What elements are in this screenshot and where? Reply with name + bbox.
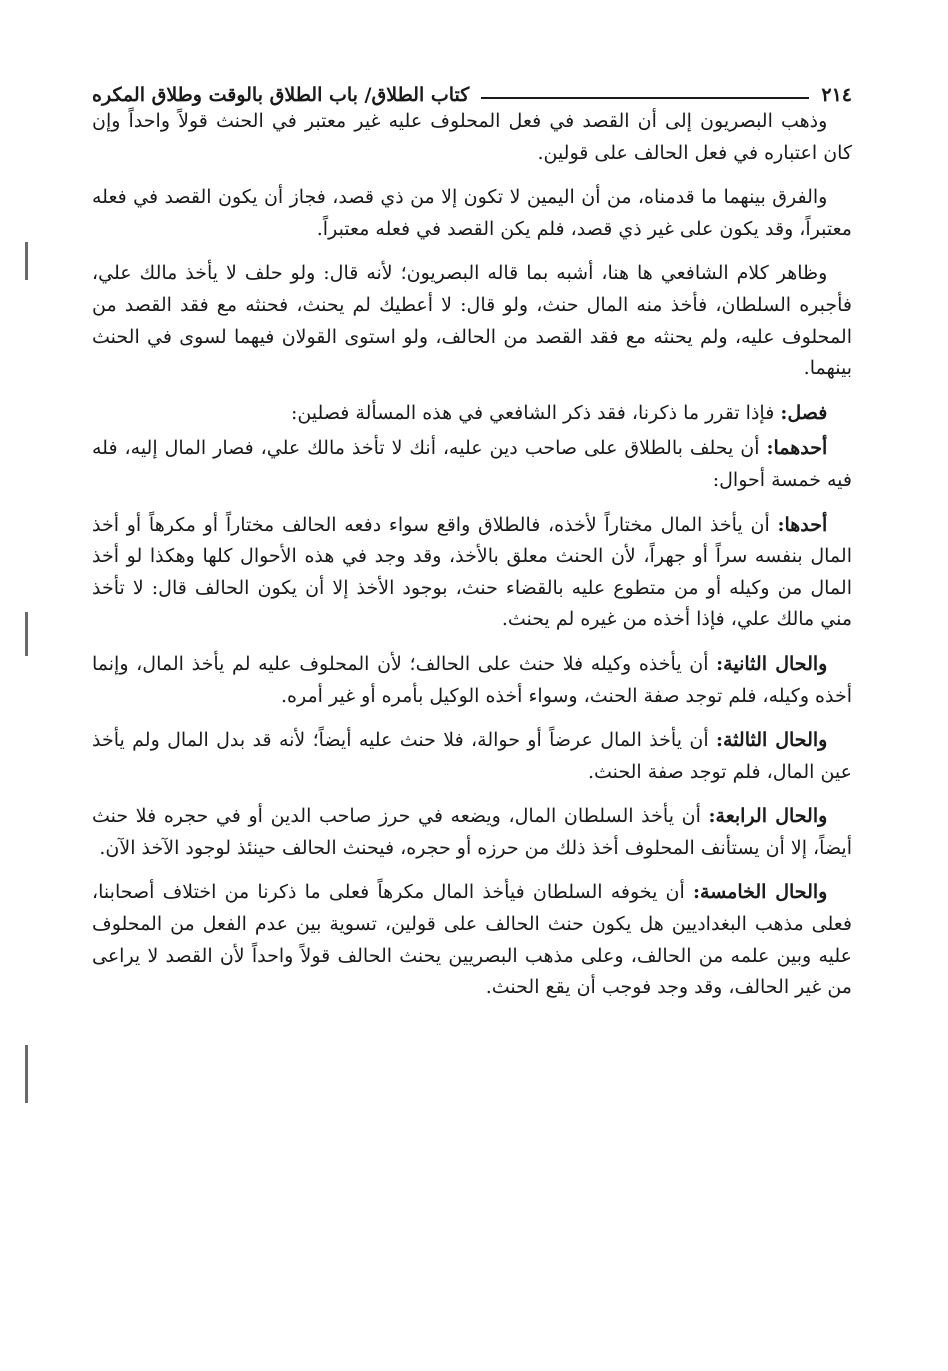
paragraph-lead: أحدها: — [777, 513, 828, 536]
paragraph-text: أن يأخذه وكيله فلا حنث على الحالف؛ لأن المحلوف عليه لم يأخذ المال، وإنما أخذه وكيله، فلم توجد صفة الحنث، وسواء أخذه الوكيل بأمره أو غير أمره. — [92, 652, 852, 707]
page-body — [92, 106, 852, 1017]
paragraph-shafii-text — [92, 258, 852, 384]
paragraph-case-5 — [92, 877, 852, 1003]
paragraph-basrans-view — [92, 106, 852, 169]
running-title: كتاب الطلاق/ باب الطلاق بالوقت وطلاق المكره — [92, 84, 470, 106]
paragraph-lead: فصل: — [780, 401, 828, 424]
scan-margin-line-top — [25, 242, 28, 280]
paragraph-text: فإذا تقرر ما ذكرنا، فقد ذكر الشافعي في هذه المسألة فصلين: — [290, 401, 775, 424]
scan-margin-line-middle — [25, 612, 28, 656]
paragraph-case-3 — [92, 725, 852, 788]
paragraph-case-1 — [92, 510, 852, 636]
running-header — [92, 74, 852, 106]
paragraph-text: أن يأخذ السلطان المال، ويضعه في حرز صاحب الدين أو في حجره فلا حنث أيضاً، إلا أن يستأنف المحلوف أخذ ذلك من حرزه أو حجره، فيحنث الحالف حينئذ لوجود الآخذ الآن. — [92, 805, 852, 859]
paragraph-lead: والحال الثانية: — [716, 652, 828, 675]
paragraph-text: وذهب البصريون إلى أن القصد في فعل المحلوف عليه غير معتبر في الحنث قولاً واحداً وإن كان اعتباره في فعل الحالف على قولين. — [92, 110, 852, 164]
paragraph-text: وظاهر كلام الشافعي ها هنا، أشبه بما قاله البصريون؛ لأنه قال: ولو حلف لا يأخذ مالك علي، فأجبره السلطان، فأخذ منه المال حنث، ولو قال: لا أعطيك لم يحنث، فحنثه مع فقد القصد من المحلوف عليه، ولم يحنثه مع فقد القصد من الحالف، ولو استوى القولان فيهما لسوى في الحنث بينهما. — [92, 262, 852, 380]
paragraph-text: والفرق بينهما ما قدمناه، من أن اليمين لا تكون إلا من ذي قصد، فجاز أن يكون القصد في فعله معتبراً، وقد يكون على غير ذي قصد، فلم يكن القصد في فعله معتبراً. — [92, 186, 852, 240]
page-number: ٢١٤ — [821, 84, 852, 106]
paragraph-case-4 — [92, 801, 852, 864]
paragraph-text: أن يأخذ المال عرضاً أو حوالة، فلا حنث عليه أيضاً؛ لأنه قد بدل المال ولم يأخذ عين المال، فلم توجد صفة الحنث. — [92, 729, 852, 783]
paragraph-text: أن يأخذ المال مختاراً لأخذه، فالطلاق واقع سواء دفعه الحالف مختاراً أو مكرهاً أو أخذ المال بنفسه سراً أو جهراً، لأن الحنث معلق بالأخذ، وقد وجد في هذه الأحوال كلها وهكذا لو أخذ المال من وكيله أو من متطوع عليه بالقضاء حنث، بوجود الأخذ إلا أن يكون الحالف قال: لا تأخذ مني مالك علي، فإذا أخذه من غيره لم يحنث. — [92, 513, 852, 631]
paragraph-fasl — [92, 398, 852, 430]
scan-margin-line-bottom — [25, 1045, 28, 1103]
paragraph-lead: والحال الرابعة: — [708, 805, 828, 828]
paragraph-text: أن يحلف بالطلاق على صاحب دين عليه، أنك لا تأخذ مالك علي، فصار المال إليه، فله فيه خمسة أحوال: — [92, 437, 852, 491]
paragraph-lead: أحدهما: — [766, 437, 828, 460]
paragraph-difference — [92, 182, 852, 245]
paragraph-first-section — [92, 433, 852, 496]
paragraph-case-2 — [92, 649, 852, 712]
header-rule — [481, 97, 809, 99]
paragraph-lead: والحال الثالثة: — [715, 729, 828, 752]
paragraph-lead: والحال الخامسة: — [693, 881, 828, 904]
paragraph-text: أن يخوفه السلطان فيأخذ المال مكرهاً فعلى ما ذكرنا من اختلاف أصحابنا، فعلى مذهب البغداديين هل يكون حنث الحالف على قولين، تسوية بين عدم الفعل من المحلوف عليه وبين علمه من الحالف، وعلى مذهب البصريين يحنث الحالف قولاً واحداً لأن القصد لا يراعى من غير الحالف، وقد وجد فوجب أن يقع الحنث. — [92, 881, 852, 999]
